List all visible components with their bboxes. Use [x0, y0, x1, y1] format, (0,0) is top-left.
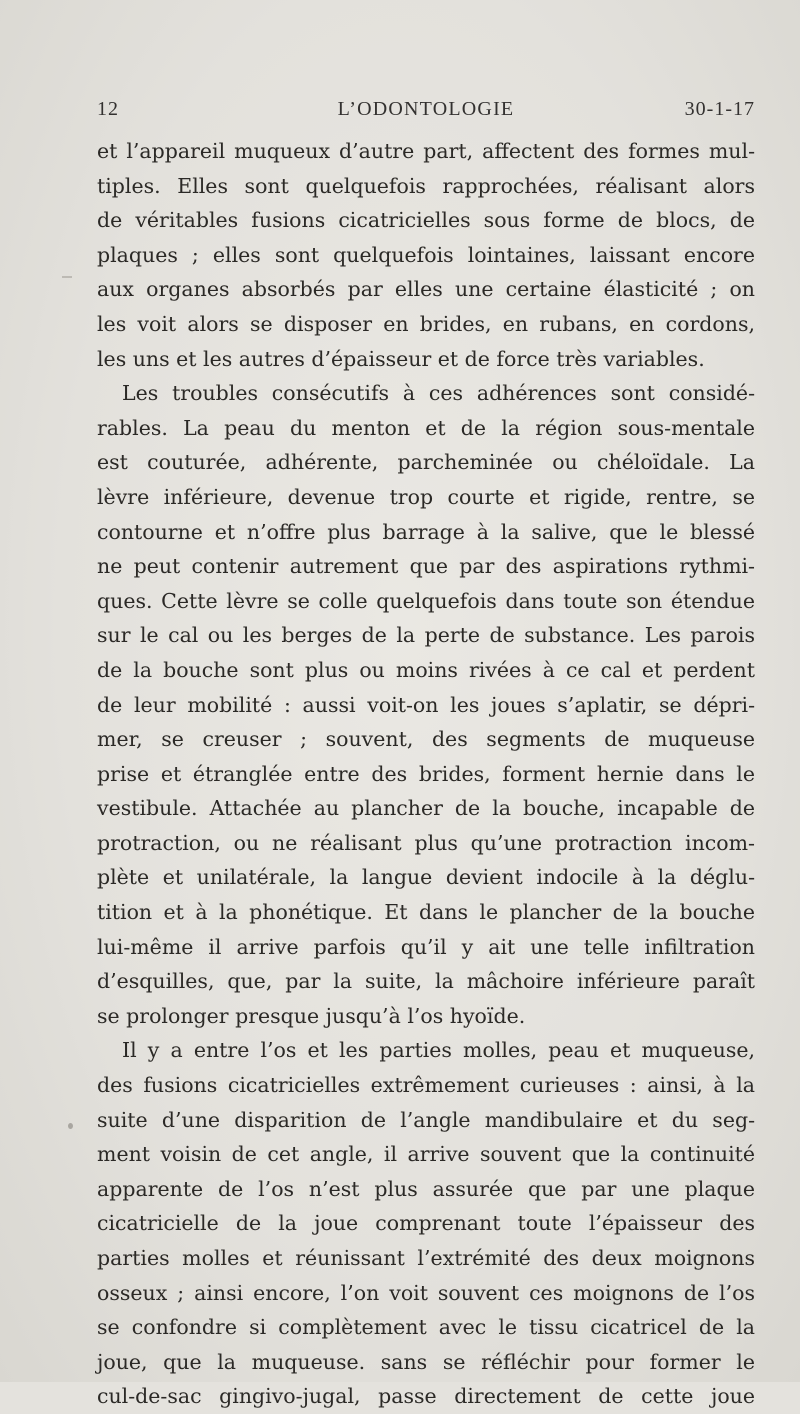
text-line: lui-même il arrive parfois qu’il y ait une telle infiltration	[97, 934, 755, 959]
text-line: tition et à la phonétique. Et dans le plancher de la bouche	[97, 900, 755, 925]
running-title: L’ODONTOLOGIE	[337, 98, 515, 120]
text-line: de véritables fusions cicatricielles sous forme de blocs, de	[97, 208, 755, 233]
issue-date: 30-1-17	[684, 98, 755, 120]
text-line: cicatricielle de la joue comprenant toute l’épaisseur des	[97, 1211, 755, 1236]
text-line: ment voisin de cet angle, il arrive souvent que la continuité	[97, 1142, 755, 1167]
text-line: Les troubles consécutifs à ces adhérences sont considé-	[122, 381, 755, 406]
paragraph-3	[97, 1033, 755, 1414]
text-line: d’esquilles, que, par la suite, la mâchoire inférieure paraît	[97, 969, 755, 994]
paragraph-2	[97, 376, 755, 1033]
text-line: ques. Cette lèvre se colle quelquefois dans toute son étendue	[97, 588, 755, 613]
running-header	[97, 98, 755, 124]
text-line: contourne et n’offre plus barrage à la salive, que le blessé	[97, 519, 755, 544]
text-line: apparente de l’os n’est plus assurée que par une plaque	[97, 1176, 755, 1201]
text-line: aux organes absorbés par elles une certaine élasticité ; on	[97, 277, 755, 302]
text-line: cul-de-sac gingivo-jugal, passe directement de cette joue	[97, 1384, 755, 1409]
text-line: de la bouche sont plus ou moins rivées à ce cal et perdent	[97, 657, 755, 682]
text-line: des fusions cicatricielles extrêmement curieuses : ainsi, à la	[97, 1073, 755, 1098]
text-line: suite d’une disparition de l’angle mandibulaire et du seg-	[97, 1107, 755, 1132]
text-line: se prolonger presque jusqu’à l’os hyoïde.	[97, 1003, 526, 1028]
text-line: prise et étranglée entre des brides, forment hernie dans le	[97, 761, 755, 786]
text-line: de leur mobilité : aussi voit-on les joues s’aplatir, se dépri-	[97, 692, 755, 717]
paper-speck	[68, 1123, 73, 1129]
body-text	[97, 134, 755, 1414]
text-line: protraction, ou ne réalisant plus qu’une protraction incom-	[97, 830, 755, 855]
text-line: plaques ; elles sont quelquefois lointaines, laissant encore	[97, 242, 755, 267]
text-line: Il y a entre l’os et les parties molles, peau et muqueuse,	[122, 1038, 755, 1063]
page-number: 12	[97, 98, 119, 120]
text-line: lèvre inférieure, devenue trop courte et rigide, rentre, se	[97, 484, 755, 509]
text-line: est couturée, adhérente, parcheminée ou chéloïdale. La	[97, 450, 755, 475]
text-line: mer, se creuser ; souvent, des segments de muqueuse	[97, 727, 755, 752]
text-line: sur le cal ou les berges de la perte de substance. Les parois	[97, 623, 755, 648]
paper-mark	[62, 276, 72, 278]
text-line: se confondre si complètement avec le tissu cicatricel de la	[97, 1315, 755, 1340]
text-line: et l’appareil muqueux d’autre part, affectent des formes mul-	[97, 139, 755, 163]
text-line: vestibule. Attachée au plancher de la bouche, incapable de	[97, 796, 755, 821]
text-line: osseux ; ainsi encore, l’on voit souvent ces moignons de l’os	[97, 1280, 755, 1305]
text-line: rables. La peau du menton et de la région sous-mentale	[97, 415, 755, 440]
paragraph-1	[97, 134, 755, 376]
text-line: plète et unilatérale, la langue devient indocile à la déglu-	[97, 865, 755, 890]
text-line: parties molles et réunissant l’extrémité des deux moignons	[97, 1246, 755, 1270]
text-line: joue, que la muqueuse. sans se réfléchir pour former le	[97, 1349, 755, 1374]
text-line: les voit alors se disposer en brides, en rubans, en cordons,	[97, 311, 755, 336]
text-line: les uns et les autres d’épaisseur et de force très variables.	[97, 346, 705, 371]
text-line: tiples. Elles sont quelquefois rapprochées, réalisant alors	[97, 173, 755, 198]
text-line: ne peut contenir autrement que par des aspirations rythmi-	[97, 554, 755, 579]
